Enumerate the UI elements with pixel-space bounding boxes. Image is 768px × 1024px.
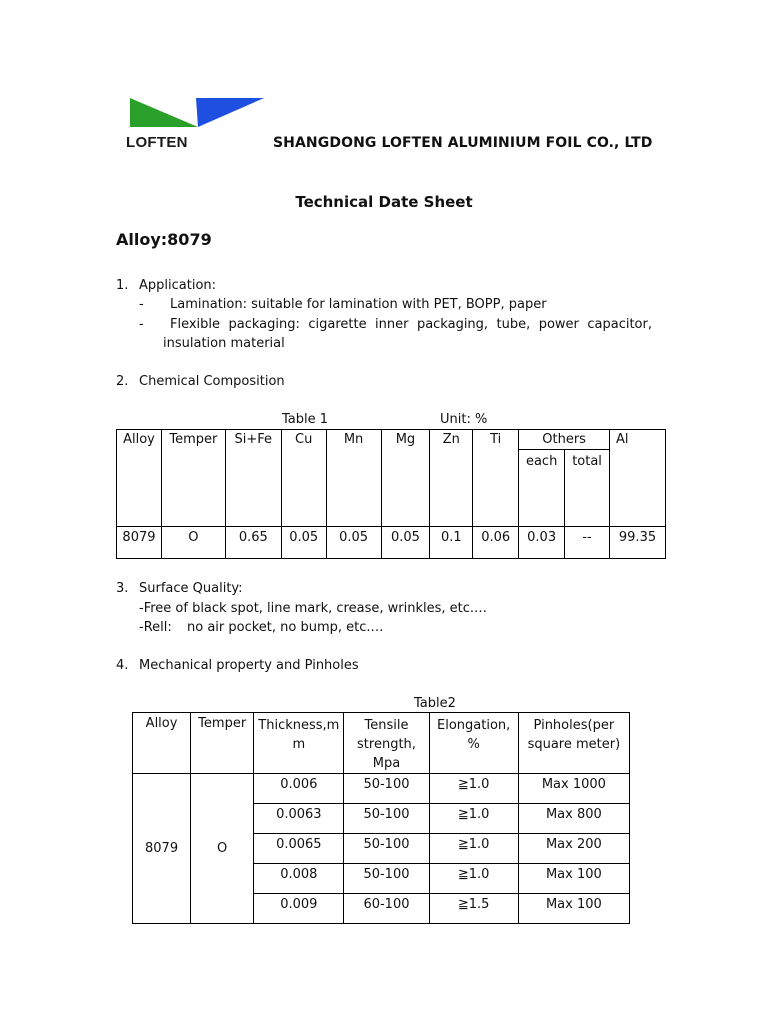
section-title: Application:: [139, 278, 217, 293]
cell-pinholes: Max 800: [518, 804, 629, 834]
cell-thickness: 0.009: [254, 894, 344, 924]
cell-each: 0.03: [519, 527, 565, 559]
logo-green-triangle: [130, 98, 198, 127]
header-alloy: Alloy: [133, 713, 191, 774]
header-zn: Zn: [430, 430, 473, 527]
table1-caption: Table 1: [282, 412, 329, 427]
cell-total: --: [565, 527, 610, 559]
header-line: Thickness,m: [258, 718, 340, 733]
cell-alloy: 8079: [133, 774, 191, 924]
section-title: Surface Quality:: [139, 581, 243, 596]
header-others: Others: [519, 430, 610, 450]
surface-quality-line: -Free of black spot, line mark, crease, wrinkles, etc.…: [139, 601, 487, 616]
header-temper: Temper: [191, 713, 254, 774]
logo-text: LOFTEN: [126, 134, 188, 151]
section-number: 4.: [116, 658, 129, 673]
section-title: Chemical Composition: [139, 374, 285, 389]
cell-pinholes: Max 1000: [518, 774, 629, 804]
cell-elongation: ≧1.0: [429, 834, 518, 864]
bullet-dash: -: [139, 317, 144, 332]
cell-temper: O: [161, 527, 225, 559]
table-header-row: [117, 430, 666, 450]
cell-thickness: 0.0063: [254, 804, 344, 834]
section-number: 1.: [116, 278, 129, 293]
document-title: Technical Date Sheet: [295, 193, 473, 211]
rell-label: -Rell:: [139, 620, 172, 635]
cell-tensile: 50-100: [344, 804, 429, 834]
cell-zn: 0.1: [430, 527, 473, 559]
header-pinholes: [518, 713, 629, 774]
company-name: SHANGDONG LOFTEN ALUMINIUM FOIL CO., LTD: [273, 135, 653, 151]
header-line: square meter): [527, 737, 621, 752]
header-alloy: Alloy: [117, 430, 162, 527]
company-logo: [128, 96, 268, 130]
logo-blue-triangle: [196, 98, 264, 127]
rell-text: no air pocket, no bump, etc.…: [187, 620, 384, 635]
cell-elongation: ≧1.5: [429, 894, 518, 924]
cell-thickness: 0.008: [254, 864, 344, 894]
cell-tensile: 50-100: [344, 864, 429, 894]
cell-elongation: ≧1.0: [429, 774, 518, 804]
cell-cu: 0.05: [281, 527, 326, 559]
section-number: 2.: [116, 374, 129, 389]
cell-tensile: 60-100: [344, 894, 429, 924]
header-total: total: [565, 450, 610, 527]
cell-temper: O: [191, 774, 254, 924]
header-mg: Mg: [381, 430, 430, 527]
chemical-composition-table: [116, 429, 666, 559]
header-line: m: [292, 737, 306, 752]
cell-ti: 0.06: [473, 527, 519, 559]
cell-pinholes: Max 200: [518, 834, 629, 864]
mechanical-property-table: [132, 712, 630, 924]
cell-mg: 0.05: [381, 527, 430, 559]
table-row: [117, 527, 666, 559]
cell-elongation: ≧1.0: [429, 804, 518, 834]
header-cu: Cu: [281, 430, 326, 527]
bullet-lamination: Lamination: suitable for lamination with PET, BOPP, paper: [170, 297, 547, 312]
header-line: Tensile: [364, 718, 409, 733]
table2-caption: Table2: [414, 696, 456, 711]
header-line: Mpa: [372, 756, 401, 771]
header-al: Al: [610, 430, 666, 527]
cell-mn: 0.05: [326, 527, 381, 559]
cell-tensile: 50-100: [344, 774, 429, 804]
header-thickness: [254, 713, 344, 774]
table1-unit: Unit: %: [440, 412, 488, 427]
cell-tensile: 50-100: [344, 834, 429, 864]
header-line: Elongation,: [437, 718, 511, 733]
bullet-flexible-packaging: Flexible packaging: cigarette inner packaging, tube, power capacitor,: [170, 317, 652, 332]
header-elongation: [429, 713, 518, 774]
header-line: strength,: [357, 737, 416, 752]
cell-alloy: 8079: [117, 527, 162, 559]
cell-al: 99.35: [610, 527, 666, 559]
section-number: 3.: [116, 581, 129, 596]
header-mn: Mn: [326, 430, 381, 527]
header-ti: Ti: [473, 430, 519, 527]
bullet-dash: -: [139, 297, 144, 312]
cell-thickness: 0.0065: [254, 834, 344, 864]
section-title: Mechanical property and Pinholes: [139, 658, 359, 673]
table-header-row: [133, 713, 630, 774]
header-sife: Si+Fe: [225, 430, 281, 527]
header-tensile-strength: [344, 713, 429, 774]
alloy-heading: Alloy:8079: [116, 230, 212, 249]
cell-thickness: 0.006: [254, 774, 344, 804]
header-line: Pinholes(per: [533, 718, 615, 733]
header-temper: Temper: [161, 430, 225, 527]
cell-pinholes: Max 100: [518, 864, 629, 894]
header-line: %: [467, 737, 480, 752]
cell-elongation: ≧1.0: [429, 864, 518, 894]
cell-pinholes: Max 100: [518, 894, 629, 924]
header-each: each: [519, 450, 565, 527]
table-row: [133, 774, 630, 804]
bullet-flexible-packaging-cont: insulation material: [163, 336, 285, 351]
cell-sife: 0.65: [225, 527, 281, 559]
